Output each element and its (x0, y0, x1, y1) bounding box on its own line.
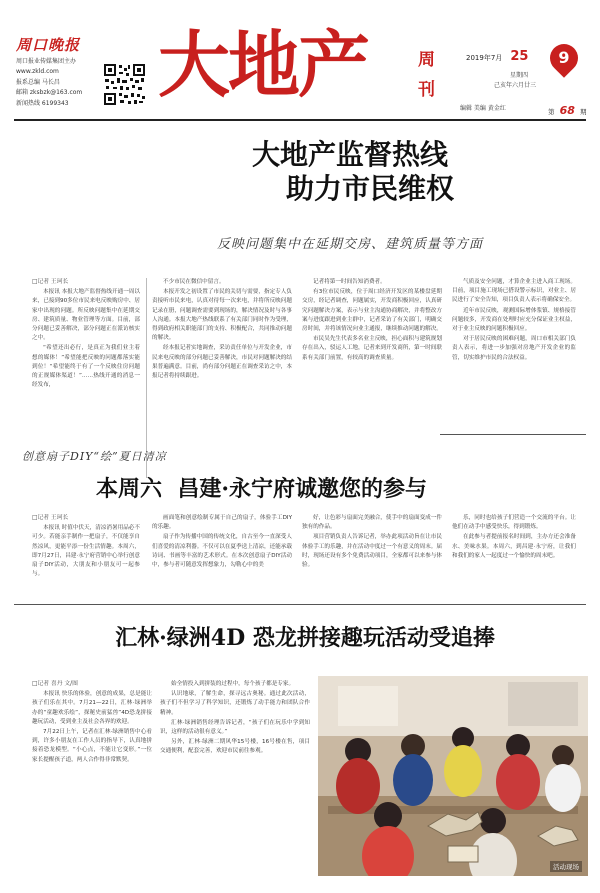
lunar-date: 己亥年六月廿三 (494, 82, 537, 89)
paragraph: 好，让色彩与扇面完美融合，使手中的扇面变成一件独有的作品。 (302, 515, 442, 531)
story3-byline: □记者 喜丹 文/图 (32, 681, 78, 687)
paragraph: 近年市民反映，观测国际增体浆镇、规格接管问题较多，开发商在处理时应充分保证业主权益，对于业主反映的问题积极回应。 (452, 307, 576, 333)
story2-byline: □记者 王珂长 (32, 515, 69, 521)
paragraph: 7月22日上午，记者在汇林·绿洲销售中心看到，许多小朋友在工作人员的指导下，认真地拼接着恐龙模型。“小心点，不能让它变形。”一位家长提醒孩子道，两人合作得非常默契。 (32, 729, 152, 763)
paragraph: 在此参与者提前报名时间到，主办方还会准备水、美味水果。本周六，到昌建·永宁府，让我们和我们的家人一起度过一个愉快的周末吧。 (452, 534, 576, 559)
paragraph: 认识地球，了解生命，探寻远古奥秘。通过此次活动，孩子们不但学习了科学知识，还锻炼了动手能力和团队合作精神。 (160, 691, 310, 716)
paragraph: 市民吴先生代表多名业主反映，担心面积与建筑规划存在出入，驳运人工地，记者来到开发商所，第一时间联系有关部门前置，有较高的调查质量。 (302, 336, 442, 361)
info-line: 新闻热线 6199343 (16, 99, 69, 107)
paragraph: 另外，汇林·绿洲二期风华15号楼，16号楼在售，项目交通便利，配套完善，欢迎市民前往参观。 (160, 739, 310, 755)
date-day: 25 (510, 49, 529, 64)
paragraph: 本报讯 时值中伏天，清凉消暑用品必不可少。若能亲手制作一把扇子，不仅能享自然凉风，更能平添一份生活情趣。本周六，即7月27日，昌建·永宁府营销中心举行创意扇子DIY活动，大朋友和小朋友可一起参与。 (32, 525, 140, 578)
event-photo (318, 676, 588, 876)
issue-num: 68 (559, 104, 575, 117)
qr-code-icon (103, 63, 146, 106)
event-photo-image (318, 676, 588, 876)
info-line: 报系总编 马长昌 (16, 78, 60, 86)
weekday: 星期四 (510, 72, 529, 79)
date-text: 2019年7月 (466, 54, 503, 62)
story1-col-4 (452, 278, 576, 438)
paragraph: 汇林·绿洲销售经理告诉记者，“孩子们在玩乐中学到知识，这样的活动很有意义。” (160, 719, 310, 736)
story2-col-3 (302, 514, 442, 598)
weekly-label (418, 48, 440, 102)
paragraph: 本报讯 快乐的体验，创意的成果，总是能让孩子们乐在其中。7月21—22日，汇林·绿洲举办的“童趣欢乐绘”，探秘史前猛兽”4D恐龙拼接趣玩活动，受到业主及社会各界的欢迎。 (32, 691, 152, 725)
weekly-char: 周 (418, 50, 435, 70)
paragraph: 画面笔和创意绘制专属于自己的扇子，体验手工DIY的乐趣。 (152, 515, 292, 531)
date-block (466, 45, 556, 64)
section-title: 大地产 (158, 22, 369, 107)
page-number: 9 (558, 48, 570, 67)
info-line: 周口报业传媒集团主办 (16, 58, 77, 65)
paragraph: 记者将第一时间告知消费者。 (313, 279, 386, 285)
headline-line: 大地产监督热线 (251, 138, 448, 171)
photo-caption: 活动现场 (550, 861, 582, 872)
paragraph: 气质及安全问题，才算企业主进入商工现场。目前，项目施工现场已搭设警示标识，对业主、居民进行了安全告知，项目负责人表示将确保安全。 (452, 279, 576, 304)
headline-line: 助力市民维权 (285, 172, 454, 205)
newspaper-logo: 周口晚报 (16, 36, 81, 54)
paragraph: 经本报记者实地调查，采访责任单位与开发企业，市民来电反映的部分问题已妥善解决，市民对问题解决的结果普遍满意。目前，尚有部分问题正在调查采访之中，本报记者将持续跟进。 (152, 345, 292, 380)
paragraph: 有3位市民反映，位于周口经济开发区的某楼盘延期交房，经记者调查，问题属实，开发商积极回应，认真研究问题解决方案，表示与业主沟通协商解决，并将整改方案与进度跟进到业主群中，记者采访了有关部门，明确交房时间，并将该情况向业主通报，继续推动问题的解决。 (302, 289, 442, 333)
info-line: 邮箱 zksbzk@163.com (16, 89, 83, 97)
paragraph: 本报开发之初设置了市民的关切与需要，指定专人负责接听市民来电，认真对待每一次来电，并将所反映问题记录在册，问题调查需要到现场的，解决情况及时与各事人沟通。本报大地产热线联系了有关部门同时作为受理，得到政府相关职能部门的支持、积极配合，共同推动问题的解决。 (152, 289, 292, 342)
paragraph: 对于居民反映的困难问题，周口市相关部门负责人表示，将进一步加强对房地产开发企业的监管，切实维护市民的合法权益。 (452, 336, 576, 361)
story1-headline (180, 138, 520, 206)
masthead (0, 0, 600, 120)
issue-suffix: 期 (580, 108, 587, 116)
story2-col-2 (152, 514, 292, 598)
story2-col-1 (32, 514, 140, 598)
paragraph: 不少市民在微信中留言。 (163, 279, 225, 285)
paragraph: “希望还出必行，是真正为我们业主着想的媒体！”希望能把反映的问题都落实能到位！“希望能终于有了一个反映住房问题的正规媒体渠道！”……热线开通的消息一经发布， (32, 345, 140, 389)
paragraph: 始全情投入到拼装的过程中，每个孩子都是专家。 (171, 681, 295, 687)
story2-kicker: 创意扇子DIY“绘”夏日清凉 (22, 450, 167, 463)
paragraph: 项目营销负责人告诉记者，举办此项活动旨在让市民体验手工的乐趣，并在活动中度过一个有意义的周末。届时，现场还设有多个免费活动项目，全家都可以来参与体验。 (302, 534, 442, 569)
story2-headline: 本周六 昌建·永宁府诚邀您的参与 (96, 476, 427, 502)
info-line: www.zkld.com (16, 68, 59, 76)
paragraph: 乐，同时也给孩子们营造一个交流的平台。让他们在动手中感受快乐，得到锻炼。 (452, 515, 576, 531)
paragraph: 扇子作为传播中国的传统文化，自古至今一直深受人们喜爱的清凉利器。不仅可以在夏季送上清凉，还能承载诗词、书画等丰富的艺术形式。在本次创意扇子DIY活动中，参与者可随意发挥想象力，勾勒心中的美 (152, 534, 292, 569)
weekly-char: 刊 (418, 80, 435, 100)
masthead-info (16, 57, 96, 109)
qr-code (103, 63, 146, 106)
story1-col-3 (302, 278, 442, 490)
issue-prefix: 第 (548, 108, 555, 116)
section-rule (14, 604, 586, 605)
story2-col-4 (452, 514, 576, 598)
story1-byline: □记者 王珂长 (32, 279, 69, 285)
issue-number (548, 99, 587, 118)
story3-col-2 (160, 680, 310, 880)
story3-col-1 (32, 680, 152, 880)
story1-subhead: 反映问题集中在延期交房、建筑质量等方面 (216, 237, 483, 252)
paragraph: 本报讯 本报大地产监督热线开通一周以来，已接到90多位市民来电反映购房中、居家中出现的问题。所反映问题集中在延期交房、建筑质量、物业管理等方面。目前，部分问题已妥善解决，部分问题正在派访核实之中。 (32, 289, 140, 342)
story3-headline: 汇林·绿洲4D 恐龙拼接趣玩活动受追捧 (115, 625, 495, 651)
editor-line: 编辑 美编 黄金红 (460, 105, 506, 112)
section-rule (440, 434, 586, 435)
story1-col-2 (152, 278, 292, 490)
masthead-rule (14, 119, 586, 121)
